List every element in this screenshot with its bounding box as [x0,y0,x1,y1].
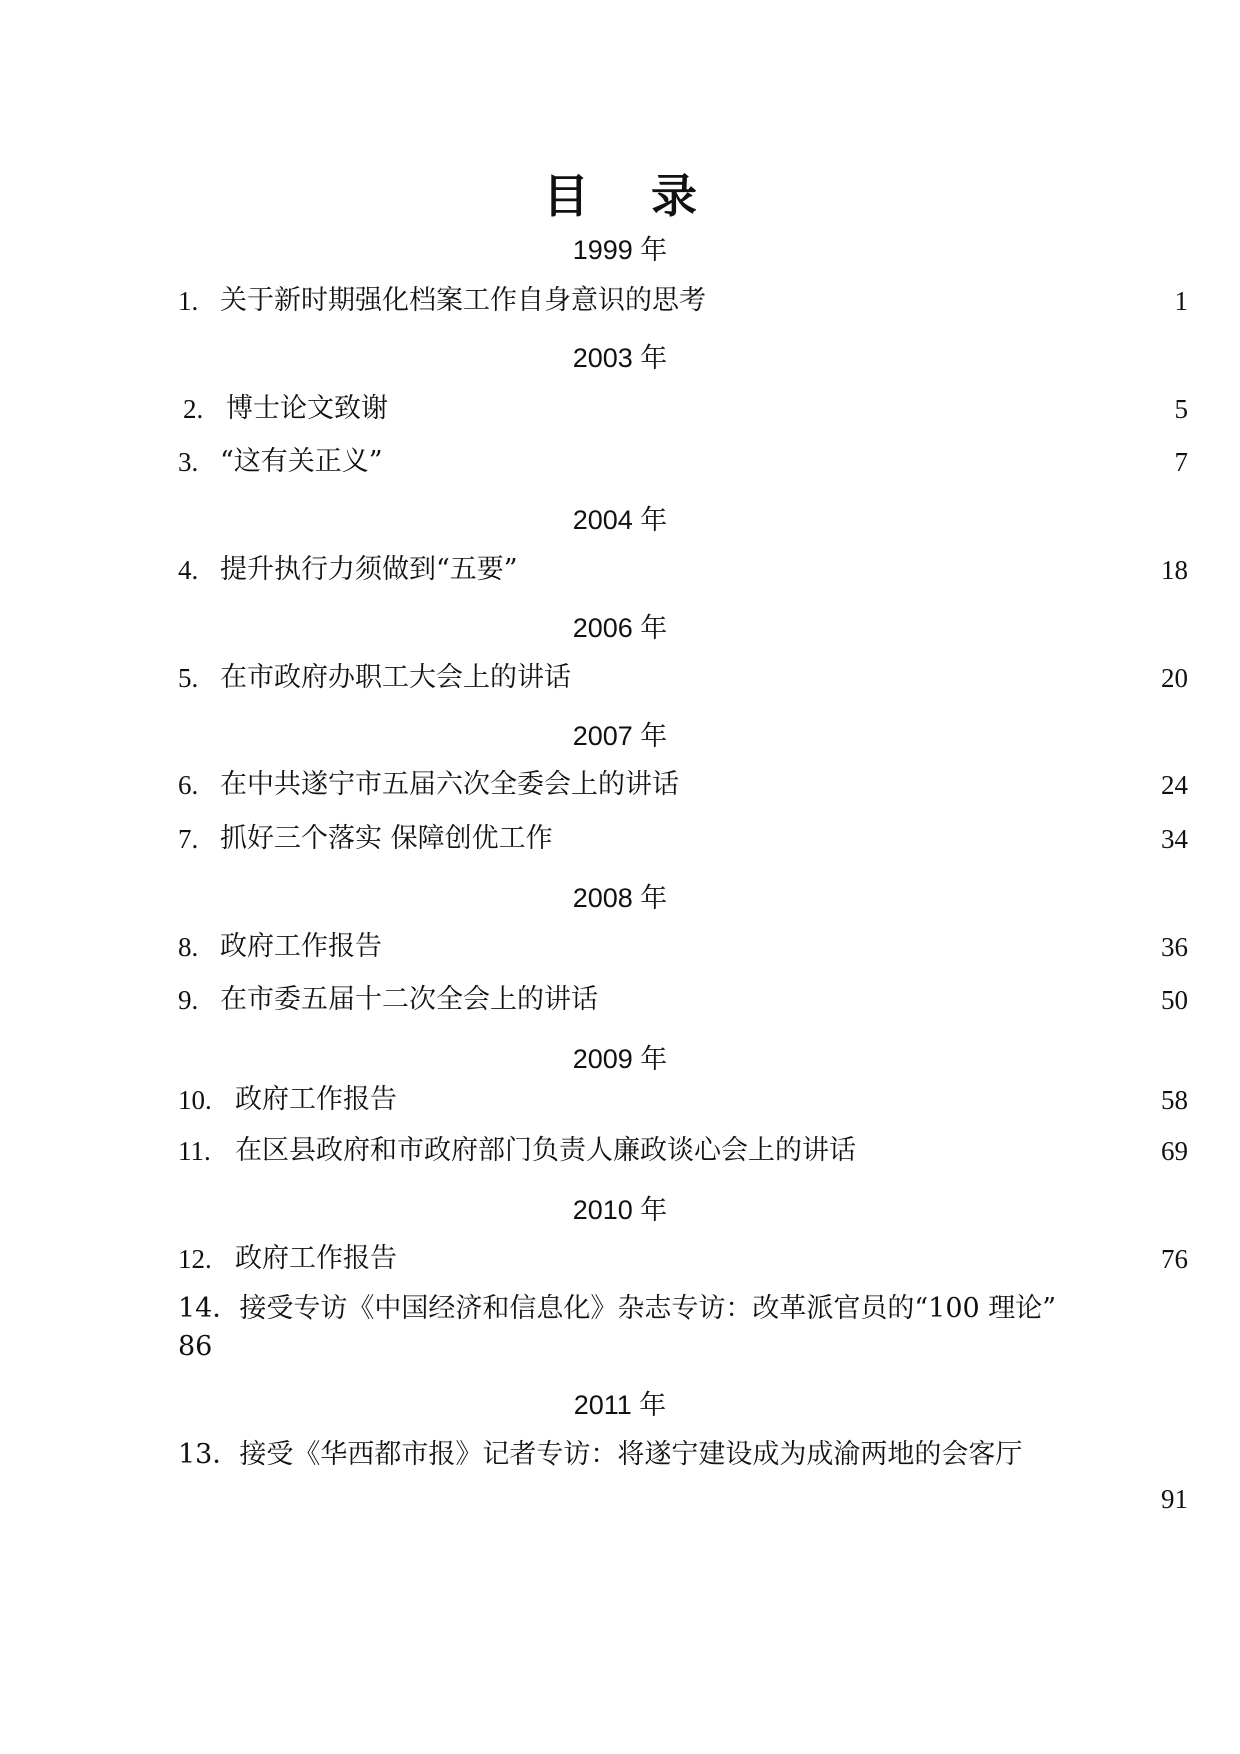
entry-page-number: 69 [1161,1136,1188,1166]
entry-title: 政府工作报告 [235,1084,397,1115]
entry-number: 10. [178,1085,212,1115]
entry-number: 7. [178,824,199,854]
entry-page-number: 36 [1161,932,1188,962]
year-heading: 2006 年 [572,613,668,643]
toc-entry[interactable] [178,284,1188,318]
entry-page-number: 76 [1161,1244,1188,1274]
entry-title: 政府工作报告 [220,931,382,962]
toc-entry[interactable] [178,1083,1188,1117]
entry-page-number: 1 [1174,286,1188,316]
entry-number: 8. [178,932,199,962]
year-heading: 2003 年 [572,343,668,373]
year-heading: 1999 年 [572,235,668,265]
entry-title: 博士论文致谢 [226,393,388,424]
entry-number: 12. [178,1244,212,1274]
entry-page-number: 91 [1161,1484,1188,1514]
entry-number: 4. [178,555,199,585]
toc-entry[interactable] [178,553,1188,587]
toc-entry[interactable] [178,392,1188,426]
toc-entry[interactable] [178,1242,1188,1276]
toc-entry[interactable] [178,1436,1188,1516]
year-heading: 2009 年 [572,1044,668,1074]
entry-number: 2. [183,394,204,424]
entry-page-number: 5 [1174,394,1188,424]
year-heading: 2008 年 [572,883,668,913]
entry-title: 13．接受《华西都市报》记者专访：将遂宁建设成为成渝两地的会客厅 [178,1439,1023,1470]
entry-number: 11. [178,1136,211,1166]
entry-page-number: 7 [1174,447,1188,477]
entry-title: 在中共遂宁市五届六次全委会上的讲话 [220,769,679,800]
year-heading: 2007 年 [572,721,668,751]
entry-title: 在市政府办职工大会上的讲话 [220,662,571,693]
entry-title: 14．接受专访《中国经济和信息化》杂志专访：改革派官员的“100 理论” 86 [178,1293,1057,1362]
year-heading: 2004 年 [572,505,668,535]
entry-title: “这有关正义” [220,446,383,477]
entry-title: 关于新时期强化档案工作自身意识的思考 [220,285,706,316]
entry-number: 1. [178,286,199,316]
year-heading: 2011 年 [573,1390,667,1420]
entry-page-number: 50 [1161,985,1188,1015]
toc-entry[interactable] [178,445,1188,479]
entry-number: 6. [178,770,199,800]
entry-page-number: 20 [1161,663,1188,693]
entry-page-number: 58 [1161,1085,1188,1115]
entry-page-number: 24 [1161,770,1188,800]
toc-entry[interactable] [178,983,1188,1017]
year-heading: 2010 年 [572,1195,668,1225]
entry-page-number: 34 [1161,824,1188,854]
entry-number: 3. [178,447,199,477]
toc-entry[interactable] [178,1134,1188,1168]
entry-title: 在市委五届十二次全会上的讲话 [220,984,598,1015]
entry-number: 9. [178,985,199,1015]
toc-entry[interactable] [178,930,1188,964]
entry-title: 在区县政府和市政府部门负责人廉政谈心会上的讲话 [235,1135,856,1166]
entry-title: 政府工作报告 [235,1243,397,1274]
entry-title: 提升执行力须做到“五要” [220,554,518,585]
entry-number: 5. [178,663,199,693]
toc-entry[interactable] [178,768,1188,802]
toc-entry[interactable] [178,661,1188,695]
entry-page-number: 18 [1161,555,1188,585]
page-title: 目 录 [542,169,720,223]
toc-entry[interactable] [178,822,1188,856]
toc-entry[interactable] [178,1290,1188,1370]
entry-title: 抓好三个落实 保障创优工作 [220,823,553,854]
